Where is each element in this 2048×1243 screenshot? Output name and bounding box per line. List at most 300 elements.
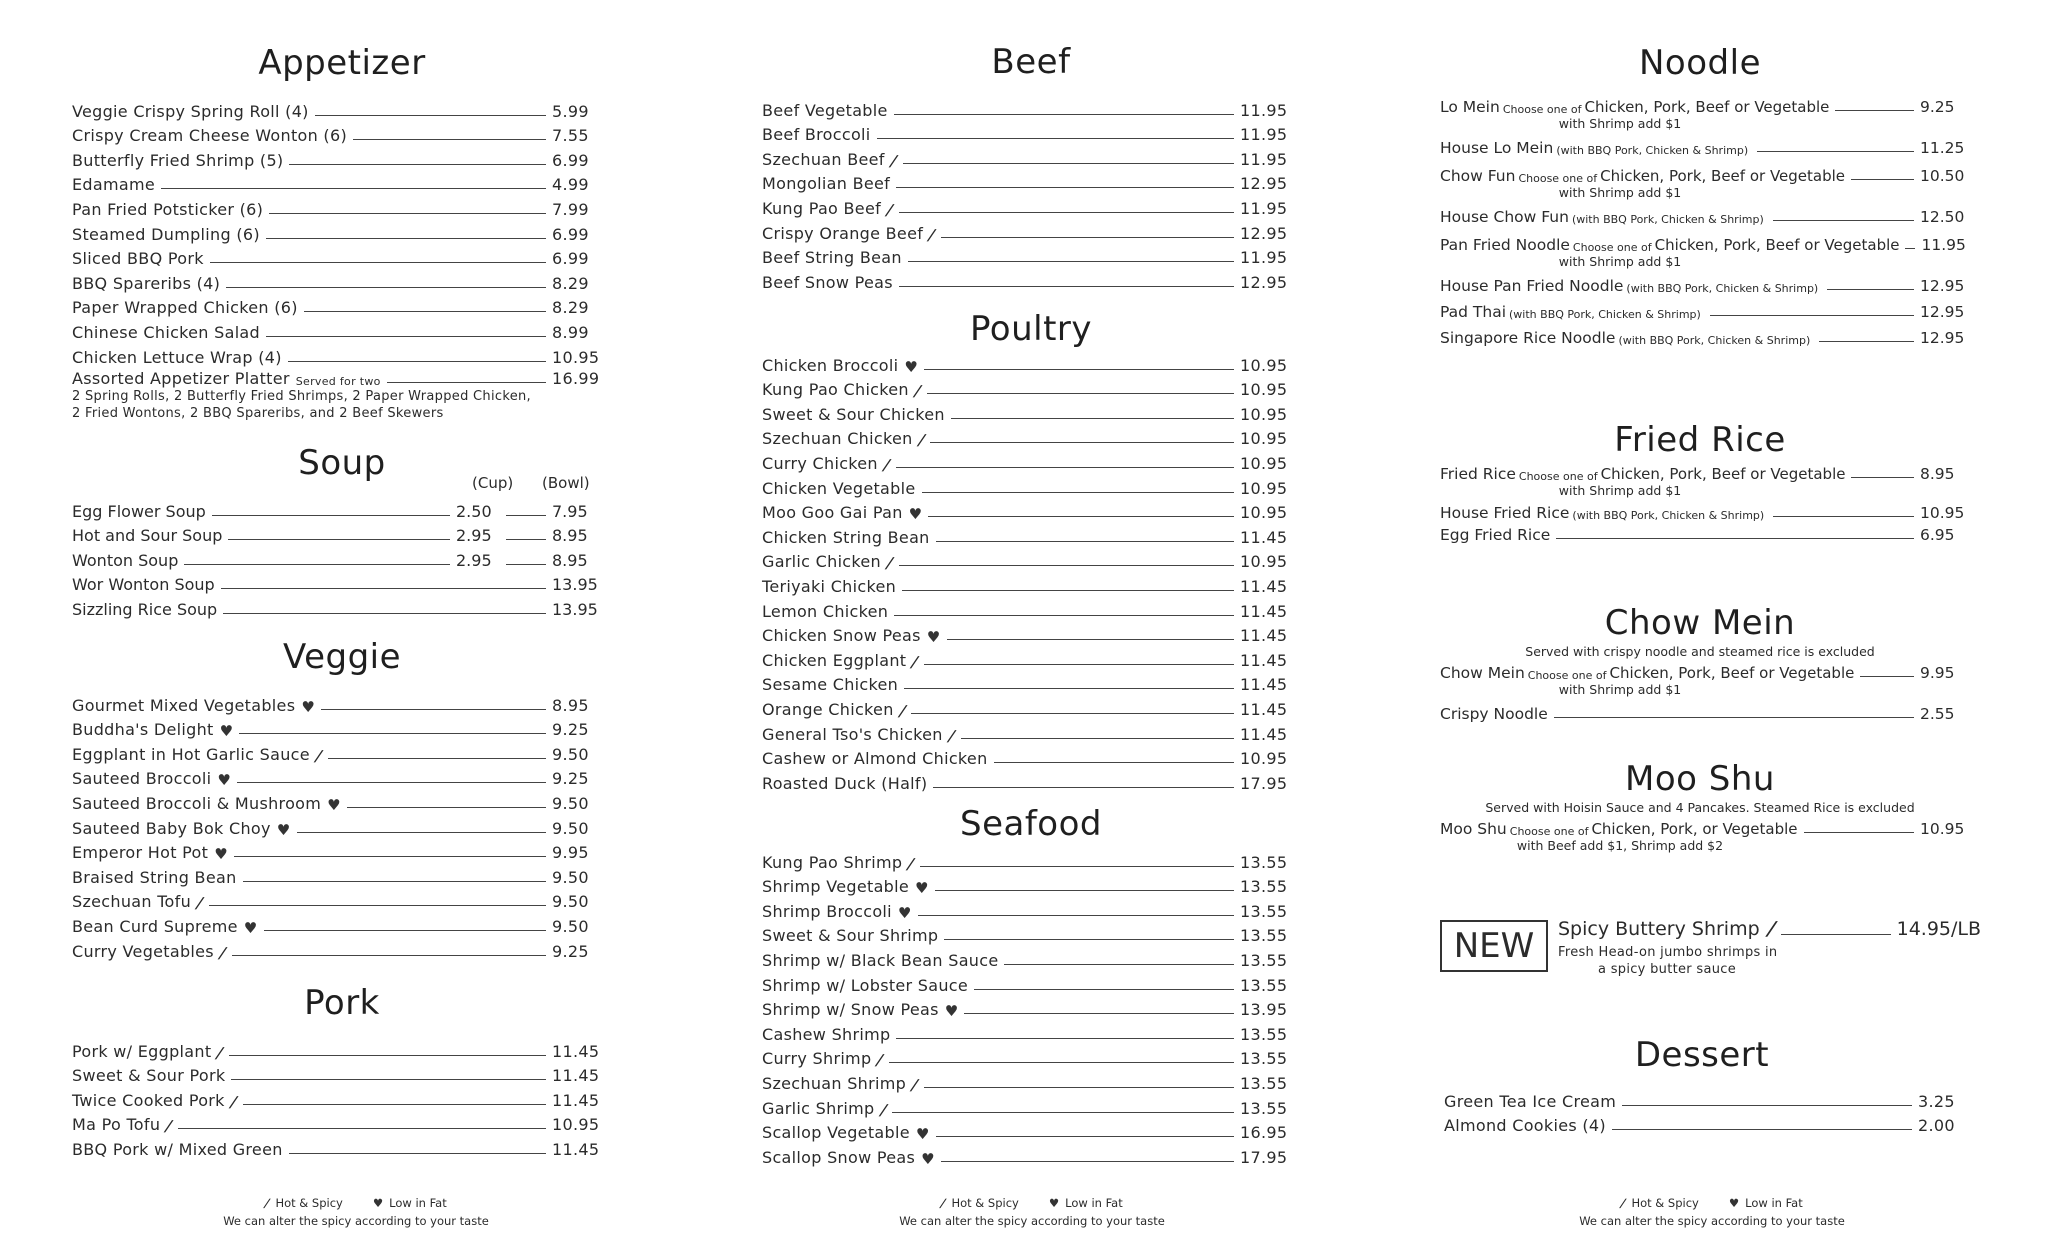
item-option-note: Choose one of (1502, 103, 1582, 116)
item-options: Chicken, Pork, or Vegetable (1591, 820, 1798, 838)
menu-item (1440, 526, 1980, 544)
item-name: Curry Vegetables (72, 941, 214, 961)
item-price: 17.95 (1240, 1147, 1288, 1167)
item-price: 8.95 (1920, 465, 1955, 483)
leader-line (920, 866, 1234, 867)
item-name: Szechuan Beef (762, 149, 885, 169)
bowl-price: 8.95 (552, 526, 588, 546)
item-name: Beef Snow Peas (762, 272, 893, 292)
leader-line (904, 688, 1234, 689)
menu-item (72, 887, 612, 912)
item-name: Twice Cooked Pork (72, 1090, 225, 1110)
section-title-chow-mein: Chow Mein (1604, 603, 1796, 643)
leader-line (1827, 289, 1914, 290)
heart-icon: ♥ (915, 1125, 930, 1144)
item-name: Singapore Rice Noodle (1440, 329, 1616, 347)
menu-item (762, 1142, 1300, 1167)
item-name: Buddha's Delight (72, 720, 214, 740)
special-desc-2: a spicy butter sauce (1598, 962, 1736, 977)
leader-line (941, 1161, 1234, 1162)
leader-line (209, 905, 546, 906)
menu-item-row (1440, 98, 1980, 116)
platter-price: 16.99 (552, 369, 600, 388)
leader-line (239, 733, 546, 734)
item-name: Paper Wrapped Chicken (6) (72, 298, 298, 318)
item-price: 11.45 (1240, 626, 1288, 646)
menu-item (762, 267, 1300, 292)
menu-item-row (1440, 820, 1980, 838)
chili-icon: / (1763, 918, 1779, 940)
item-name: Sweet & Sour Shrimp (762, 926, 939, 946)
menu-item (762, 473, 1300, 498)
item-name: Edamame (72, 175, 155, 195)
leader-line (506, 564, 546, 565)
leader-line (908, 261, 1234, 262)
heart-icon: ♥ (243, 918, 258, 937)
item-name: Sizzling Rice Soup (72, 599, 218, 619)
leader-line (899, 212, 1234, 213)
menu-item (1444, 1111, 1978, 1136)
new-badge: NEW (1440, 920, 1548, 972)
leader-line (1781, 934, 1891, 935)
item-addon: with Shrimp add $1 (1558, 483, 1682, 498)
menu-item (762, 424, 1300, 449)
item-name: BBQ Pork w/ Mixed Green (72, 1139, 283, 1159)
leader-line (1804, 832, 1914, 833)
menu-item (72, 194, 612, 219)
chili-icon: / (227, 1092, 240, 1111)
menu-item (1440, 98, 1980, 131)
item-price: 13.55 (1240, 901, 1288, 921)
menu-item (762, 218, 1300, 243)
item-price: 13.55 (1240, 1049, 1288, 1069)
chili-icon: / (896, 701, 909, 720)
item-price: 11.45 (552, 1090, 600, 1110)
chow-mein-note: Served with crispy noodle and steamed rice is excluded (1525, 644, 1875, 659)
item-name: Chicken Lettuce Wrap (4) (72, 347, 282, 367)
item-name: Veggie Crispy Spring Roll (4) (72, 101, 309, 121)
bowl-price: 13.95 (552, 575, 598, 595)
item-price: 11.45 (1240, 650, 1288, 670)
item-option-note: Choose one of (1527, 669, 1607, 682)
bowl-price: 8.95 (552, 550, 588, 570)
item-name: Chicken Vegetable (762, 478, 916, 498)
leader-line (289, 1153, 546, 1154)
veggie-list (72, 690, 612, 961)
section-title-fried-rice: Fried Rice (1614, 420, 1786, 460)
bowl-price: 13.95 (552, 599, 598, 619)
item-name: Shrimp Vegetable (762, 877, 910, 897)
item-name: Butterfly Fried Shrimp (5) (72, 150, 284, 170)
menu-item (762, 1044, 1300, 1069)
soup-size-header (72, 474, 620, 494)
chili-icon: / (1618, 1196, 1629, 1210)
item-addon: with Shrimp add $1 (1558, 116, 1682, 131)
menu-item (762, 375, 1300, 400)
item-price: 9.50 (552, 793, 589, 813)
item-price: 9.25 (552, 769, 589, 789)
leader-line (184, 564, 450, 565)
item-option-note: (with BBQ Pork, Chicken & Shrimp) (1571, 213, 1764, 226)
platter-desc-2: 2 Fried Wontons, 2 BBQ Spareribs, and 2 Beef Skewers (72, 406, 444, 421)
section-title-dessert: Dessert (1634, 1035, 1770, 1075)
menu-item (1440, 329, 1980, 347)
item-name: Scallop Snow Peas (762, 1147, 916, 1167)
item-price: 8.29 (552, 273, 589, 293)
soup-row (72, 570, 612, 595)
item-price: 8.29 (552, 298, 589, 318)
item-name: Chow Mein (1440, 664, 1525, 682)
item-name: Green Tea Ice Cream (1444, 1091, 1617, 1111)
item-price: 6.99 (552, 249, 589, 269)
item-name: Sesame Chicken (762, 675, 899, 695)
platter-desc-1: 2 Spring Rolls, 2 Butterfly Fried Shrimps, 2 Paper Wrapped Chicken, (72, 389, 531, 404)
menu-item (762, 448, 1300, 473)
item-option-note: Choose one of (1518, 470, 1598, 483)
column-left (72, 0, 612, 1243)
item-name: Egg Flower Soup (72, 501, 206, 521)
menu-item (72, 838, 612, 863)
leader-line (161, 188, 546, 189)
menu-item-row (1440, 526, 1980, 544)
item-price: 5.99 (552, 101, 589, 121)
leader-line (212, 515, 450, 516)
section-title-seafood: Seafood (960, 804, 1102, 844)
menu-item (72, 268, 612, 293)
chili-icon: / (887, 151, 900, 170)
leader-line (347, 807, 546, 808)
soup-row (72, 545, 612, 570)
leader-line (1819, 341, 1914, 342)
column-middle (762, 0, 1300, 1243)
item-price: 10.95 (1240, 453, 1288, 473)
item-name: Bean Curd Supreme (72, 916, 238, 936)
item-name: Lo Mein (1440, 98, 1500, 116)
item-option-note: (with BBQ Pork, Chicken & Shrimp) (1572, 509, 1765, 522)
leader-line (328, 758, 546, 759)
menu-item (762, 522, 1300, 547)
platter-item (72, 366, 612, 422)
leader-line (288, 361, 546, 362)
item-price: 8.99 (552, 322, 589, 342)
item-price: 13.55 (1240, 950, 1288, 970)
menu-item (72, 764, 612, 789)
item-price: 7.99 (552, 199, 589, 219)
item-price: 12.95 (1240, 174, 1288, 194)
item-price: 11.95 (1240, 248, 1288, 268)
item-name: Eggplant in Hot Garlic Sauce (72, 744, 310, 764)
menu-item (762, 670, 1300, 695)
menu-item (762, 169, 1300, 194)
section-title-appetizer: Appetizer (258, 43, 426, 83)
leader-line (903, 163, 1235, 164)
leader-line (951, 418, 1234, 419)
leader-line (506, 515, 546, 516)
item-price: 9.25 (1920, 98, 1955, 116)
leader-line (894, 114, 1234, 115)
item-option-note: (with BBQ Pork, Chicken & Shrimp) (1509, 308, 1701, 321)
leader-line (1622, 1105, 1912, 1106)
menu-item (762, 872, 1300, 897)
item-name: Egg Fried Rice (1440, 526, 1551, 544)
item-price: 11.25 (1920, 139, 1965, 157)
special-name: Spicy Buttery Shrimp (1558, 918, 1760, 940)
menu-item (762, 144, 1300, 169)
menu-item (762, 547, 1300, 572)
leader-line (922, 492, 1235, 493)
heart-icon: ♥ (214, 845, 228, 864)
menu-item-row (1440, 303, 1980, 321)
heart-icon: ♥ (1048, 1196, 1060, 1210)
menu-item (72, 911, 612, 936)
menu-item (72, 170, 612, 195)
menu-item (72, 1110, 612, 1135)
bowl-label: (Bowl) (542, 474, 590, 492)
item-name: Szechuan Shrimp (762, 1073, 907, 1093)
menu-item (762, 621, 1300, 646)
chili-icon: / (262, 1196, 273, 1210)
item-name: Curry Shrimp (762, 1049, 872, 1069)
fried-rice-list (1440, 465, 1980, 548)
menu-item (1440, 277, 1980, 295)
item-name: House Chow Fun (1440, 208, 1569, 226)
menu-item (72, 862, 612, 887)
item-name: Sauteed Broccoli & Mushroom (72, 793, 322, 813)
leader-line (889, 1062, 1234, 1063)
leader-line (894, 615, 1234, 616)
menu-item-row (1440, 329, 1980, 347)
heart-icon: ♥ (219, 722, 234, 741)
leader-line (289, 164, 546, 165)
leader-line (892, 1112, 1234, 1113)
item-price: 11.45 (1240, 576, 1288, 596)
item-price: 2.55 (1920, 705, 1955, 723)
menu-item (72, 715, 612, 740)
menu-item (762, 694, 1300, 719)
chili-icon: / (883, 554, 897, 573)
menu-item (72, 1036, 612, 1061)
item-price: 13.55 (1240, 1024, 1288, 1044)
item-price: 9.50 (552, 744, 589, 764)
item-options: Chicken, Pork, Beef or Vegetable (1609, 664, 1855, 682)
leader-line (877, 138, 1234, 139)
item-price: 12.95 (1920, 329, 1965, 347)
cup-price: 2.50 (456, 501, 492, 521)
item-addon: with Beef add $1, Shrimp add $2 (1516, 838, 1724, 853)
menu-item (762, 645, 1300, 670)
soup-list (72, 496, 612, 619)
item-price: 9.25 (552, 941, 589, 961)
item-name: Crispy Noodle (1440, 705, 1548, 723)
item-price: 10.95 (1240, 380, 1288, 400)
menu-item-row (1440, 167, 1980, 185)
leader-line (1905, 248, 1915, 249)
leader-line (232, 955, 546, 956)
item-option-note: Choose one of (1518, 172, 1598, 185)
menu-item (762, 571, 1300, 596)
section-title-pork: Pork (304, 983, 380, 1023)
item-option-note: Choose one of (1572, 241, 1652, 254)
leader-line (994, 762, 1234, 763)
moo-shu-list (1440, 820, 1980, 853)
leader-line (924, 369, 1234, 370)
item-price: 10.95 (1240, 503, 1288, 523)
leader-line (321, 709, 546, 710)
item-price: 11.45 (1240, 675, 1288, 695)
item-name: Pad Thai (1440, 303, 1507, 321)
chili-icon: / (908, 1075, 922, 1094)
item-name: Szechuan Chicken (762, 429, 913, 449)
dessert-list (1444, 1086, 1978, 1135)
item-price: 10.95 (1240, 355, 1288, 375)
leader-line (1554, 717, 1914, 718)
item-name: Cashew or Almond Chicken (762, 749, 988, 769)
item-name: House Fried Rice (1440, 504, 1570, 522)
heart-icon: ♥ (897, 903, 912, 922)
item-name: Teriyaki Chicken (762, 576, 897, 596)
leader-line (924, 664, 1234, 665)
menu-item (762, 399, 1300, 424)
legend-heart-label: Low in Fat (1745, 1196, 1803, 1210)
section-title-veggie: Veggie (282, 637, 402, 677)
item-name: Garlic Shrimp (762, 1098, 875, 1118)
leader-line (928, 516, 1234, 517)
item-price: 10.95 (1240, 429, 1288, 449)
leader-line (924, 1087, 1234, 1088)
item-name: Shrimp Broccoli (762, 901, 892, 921)
item-option-note: (with BBQ Pork, Chicken & Shrimp) (1556, 144, 1749, 157)
leader-line (221, 588, 546, 589)
item-name: Wor Wonton Soup (72, 575, 215, 595)
platter-name: Assorted Appetizer Platter (72, 369, 290, 388)
menu-item-row (1440, 705, 1980, 723)
item-price: 8.95 (552, 695, 589, 715)
item-price: 10.95 (1240, 478, 1288, 498)
menu-item (1440, 465, 1980, 498)
leader-line (930, 442, 1234, 443)
menu-item (762, 498, 1300, 523)
legend-heart-label: Low in Fat (389, 1196, 447, 1210)
leader-line (387, 382, 546, 383)
leader-line (1851, 477, 1914, 478)
leader-line (935, 890, 1234, 891)
item-price: 13.95 (1240, 1000, 1288, 1020)
leader-line (264, 930, 546, 931)
item-price: 12.50 (1920, 208, 1965, 226)
section-title-moo-shu: Moo Shu (1625, 759, 1775, 799)
item-name: Gourmet Mixed Vegetables (72, 695, 296, 715)
item-name: Sauteed Broccoli (72, 769, 212, 789)
menu-item (1440, 139, 1980, 157)
menu-item-row (1440, 139, 1980, 157)
item-name: Garlic Chicken (762, 552, 881, 572)
menu-item (1440, 705, 1980, 723)
heart-icon: ♥ (327, 795, 341, 814)
leader-line (226, 287, 546, 288)
menu-item (72, 96, 612, 121)
item-price: 6.99 (552, 224, 589, 244)
item-name: General Tso's Chicken (762, 724, 943, 744)
item-name: Braised String Bean (72, 867, 237, 887)
menu-item (1440, 820, 1980, 853)
chili-icon: / (883, 200, 897, 219)
menu-item (1440, 167, 1980, 200)
menu-item (762, 1118, 1300, 1143)
item-price: 11.95 (1240, 198, 1288, 218)
section-title-beef: Beef (991, 42, 1071, 82)
noodle-list (1440, 98, 1980, 355)
legend-spicy-label: Hot & Spicy (275, 1196, 343, 1210)
leader-line (231, 1079, 546, 1080)
chili-icon: / (880, 455, 893, 474)
soup-row (72, 521, 612, 546)
item-price: 11.45 (1240, 527, 1288, 547)
item-name: Almond Cookies (4) (1444, 1116, 1606, 1136)
chili-icon: / (909, 652, 922, 671)
item-price: 9.25 (552, 720, 589, 740)
chili-icon: / (162, 1117, 176, 1136)
leader-line (178, 1128, 546, 1129)
item-name: Beef Vegetable (762, 100, 888, 120)
menu-item (72, 145, 612, 170)
leader-line (899, 286, 1234, 287)
chili-icon: / (905, 854, 918, 873)
menu-item (72, 317, 612, 342)
heart-icon: ♥ (915, 879, 929, 898)
leader-line (1612, 1129, 1912, 1130)
heart-icon: ♥ (944, 1002, 959, 1021)
chili-icon: / (938, 1196, 949, 1210)
leader-line (941, 237, 1234, 238)
menu-item (762, 193, 1300, 218)
platter-note: Served for two (295, 375, 381, 388)
leader-line (353, 139, 546, 140)
leader-line (1835, 110, 1914, 111)
leader-line (315, 115, 546, 116)
item-name: Sliced BBQ Pork (72, 249, 204, 269)
leader-line (1556, 538, 1914, 539)
soup-row (72, 496, 612, 521)
menu-item (72, 936, 612, 961)
menu-item (762, 1068, 1300, 1093)
item-name: BBQ Spareribs (4) (72, 273, 221, 293)
item-price: 6.95 (1920, 526, 1955, 544)
leader-line (933, 787, 1234, 788)
chili-icon: / (874, 1051, 887, 1070)
item-option-note: (with BBQ Pork, Chicken & Shrimp) (1618, 334, 1811, 347)
leader-line (243, 881, 546, 882)
item-option-note: (with BBQ Pork, Chicken & Shrimp) (1626, 282, 1819, 295)
item-price: 10.95 (1920, 504, 1965, 522)
item-name: Shrimp w/ Black Bean Sauce (762, 950, 999, 970)
section-title-noodle: Noodle (1639, 43, 1761, 83)
item-name: Moo Goo Gai Pan (762, 503, 903, 523)
footer-note: We can alter the spicy according to your taste (899, 1214, 1165, 1228)
beef-list (762, 95, 1300, 292)
column-right (1440, 0, 2000, 1243)
leader-line (1004, 964, 1234, 965)
menu-item (762, 995, 1300, 1020)
leader-line (944, 939, 1234, 940)
menu-item-row (1440, 208, 1980, 226)
item-name: Scallop Vegetable (762, 1123, 910, 1143)
item-name: Fried Rice (1440, 465, 1516, 483)
item-price: 9.95 (1920, 664, 1955, 682)
menu-item (762, 350, 1300, 375)
menu-item (762, 1019, 1300, 1044)
chili-icon: / (877, 1100, 890, 1119)
leader-line (918, 915, 1234, 916)
